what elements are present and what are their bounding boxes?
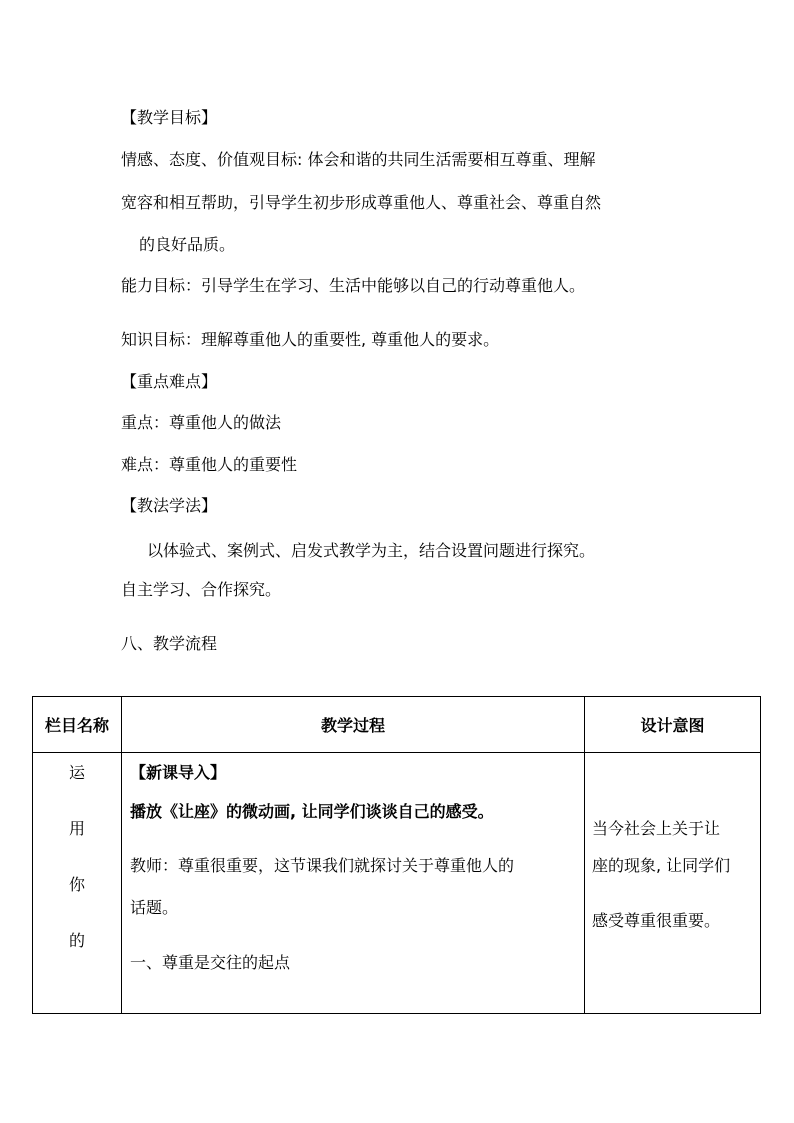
header-design-intent: 设计意图	[585, 697, 761, 753]
emotional-objective-line3: 的良好品质。	[139, 235, 236, 254]
key-points-heading: 【重点难点】	[121, 372, 218, 391]
header-teaching-process: 教学过程	[122, 697, 585, 753]
table-header-row	[33, 697, 761, 753]
design-line1: 当今社会上关于让	[592, 819, 721, 838]
intro-activity: 播放《让座》的微动画, 让同学们谈谈自己的感受。	[130, 802, 494, 821]
section-heading: 【新课导入】	[130, 763, 227, 782]
column-name-char: 的	[68, 931, 85, 950]
column-name-char: 用	[68, 819, 85, 838]
teacher-line1: 教师：尊重很重要，这节课我们就探讨关于尊重他人的	[130, 856, 515, 875]
design-line2: 座的现象, 让同学们	[592, 856, 731, 875]
knowledge-objective: 知识目标：理解尊重他人的重要性, 尊重他人的要求。	[121, 330, 500, 349]
emotional-objective-line1: 情感、态度、价值观目标: 体会和谐的共同生活需要相互尊重、理解	[121, 150, 596, 169]
ability-objective: 能力目标：引导学生在学习、生活中能够以自己的行动尊重他人。	[121, 276, 586, 295]
emotional-objective-line2: 宽容和相互帮助，引导学生初步形成尊重他人、尊重社会、尊重自然	[121, 193, 602, 212]
methods-heading: 【教法学法】	[121, 496, 218, 515]
table-row	[33, 753, 761, 1014]
teaching-process-cell	[122, 753, 585, 1014]
subsection-title: 一、尊重是交往的起点	[130, 953, 291, 972]
design-intent-cell	[585, 753, 761, 1014]
key-point: 重点：尊重他人的做法	[121, 413, 282, 432]
column-name-char: 你	[68, 875, 85, 894]
teacher-line2: 话题。	[130, 898, 179, 917]
process-heading: 八、教学流程	[121, 634, 218, 653]
objectives-heading: 【教学目标】	[121, 108, 218, 127]
column-name-cell	[33, 753, 122, 1014]
design-line3: 感受尊重很重要。	[592, 911, 721, 930]
methods-line1: 以体验式、案例式、启发式教学为主，结合设置问题进行探究。	[147, 541, 596, 560]
header-column-name: 栏目名称	[33, 697, 122, 753]
column-name-char: 运	[68, 763, 85, 782]
methods-line2: 自主学习、合作探究。	[121, 580, 282, 599]
difficulty-point: 难点：尊重他人的重要性	[121, 455, 298, 474]
teaching-process-table	[32, 696, 761, 1014]
